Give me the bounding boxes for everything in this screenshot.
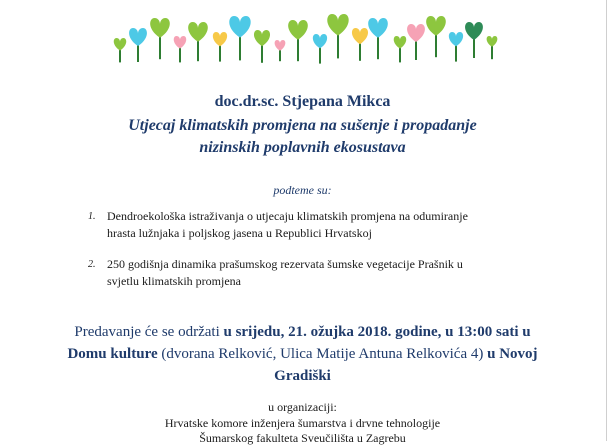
topic-line: 250 godišnja dinamika prašumskog rezervata šumske vegetacije Prašnik u xyxy=(107,257,463,271)
heart-leaf-icon xyxy=(426,16,446,36)
author-name: doc.dr.sc. Stjepana Mikca xyxy=(214,93,391,110)
organizer-line: Šumarskog fakulteta Sveučilišta u Zagrebu xyxy=(199,431,406,445)
topic-line: svjetlu klimatskih promjena xyxy=(107,274,241,288)
heart-trees-icon xyxy=(108,10,500,72)
subtopics-heading: podteme su: xyxy=(273,183,332,197)
heart-leaf-icon xyxy=(174,36,186,49)
lecture-title xyxy=(0,115,605,159)
heart-leaf-icon xyxy=(313,34,327,48)
heart-leaf-icon xyxy=(254,30,270,46)
organization-label: u organizaciji: xyxy=(268,400,337,414)
announcement-date-place: u srijedu, 21. ožujka 2018. godine, u 13:00 sati u Domu kulture xyxy=(67,324,531,362)
announcement-city: u Novoj Gradiški xyxy=(274,346,538,384)
heart-leaf-icon xyxy=(407,24,425,42)
heart-leaf-icon xyxy=(188,22,208,42)
heart-leaf-icon xyxy=(229,16,250,38)
topic-line: hrasta lužnjaka i poljskog jasena u Republici Hrvatskoj xyxy=(107,226,372,240)
topic-line: Dendroekološka istraživanja o utjecaju klimatskih promjena na odumiranje xyxy=(107,209,468,223)
heart-leaf-icon xyxy=(449,32,463,46)
organizer-line: Hrvatske komore inženjera šumarstva i drvne tehnologije xyxy=(164,416,441,430)
heart-leaf-icon xyxy=(352,28,368,44)
page-edge-divider xyxy=(606,0,607,441)
heart-leaf-icon xyxy=(288,20,308,40)
heart-leaf-icon xyxy=(129,28,147,46)
heart-leaf-icon xyxy=(213,32,227,46)
announcement-text: Predavanje će se održati xyxy=(74,324,224,340)
heart-leaf-icon xyxy=(394,36,406,49)
list-item xyxy=(88,256,568,290)
title-line-1: Utjecaj klimatskih promjena na sušenje i propadanje xyxy=(128,117,477,134)
list-number: 1. xyxy=(88,211,96,222)
event-announcement xyxy=(60,321,545,387)
heart-leaf-icon xyxy=(327,14,348,36)
heart-leaf-icon xyxy=(368,18,388,38)
heart-leaf-icon xyxy=(465,22,483,40)
topic-list xyxy=(88,208,568,304)
announcement-venue: (dvorana Relković, Ulica Matije Antuna Relkovića 4) xyxy=(157,346,488,362)
list-number: 2. xyxy=(88,259,96,270)
heart-leaf-icon xyxy=(150,18,170,38)
title-line-2: nizinskih poplavnih ekosustava xyxy=(199,139,406,156)
heart-leaf-icon xyxy=(487,36,498,47)
list-item xyxy=(88,208,568,242)
heart-leaf-icon xyxy=(275,40,286,51)
heart-leaf-icon xyxy=(114,38,126,51)
